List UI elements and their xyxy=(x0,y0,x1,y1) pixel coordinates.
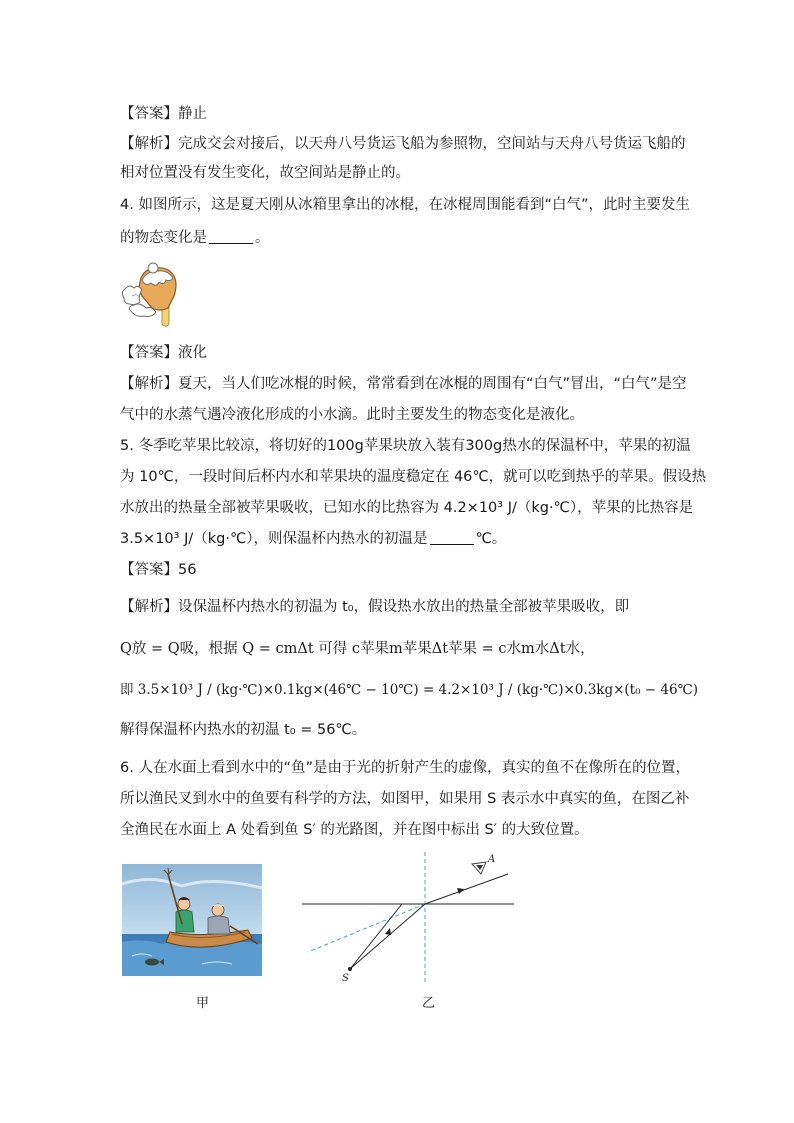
q6-stem-line2: 所以渔民叉到水中的鱼要有科学的方法，如图甲，如果用 S 表示水中真实的鱼，在图乙补 xyxy=(120,791,690,807)
answer-blank xyxy=(209,229,253,244)
analysis-tag: 【解析】 xyxy=(120,376,178,392)
q5-stem-post: ℃。 xyxy=(475,531,507,547)
answer-text: 液化 xyxy=(178,345,207,361)
caption-jia: 甲 xyxy=(196,996,210,1011)
popsicle-illustration xyxy=(118,262,190,328)
caption-yi: 乙 xyxy=(422,996,436,1011)
q4-stem-pre: 的物态变化是 xyxy=(120,230,207,246)
q5-analysis-line4: 解得保温杯内热水的初温 t₀ = 56℃。 xyxy=(120,722,367,738)
q5-analysis-line2: Q放 = Q吸，根据 Q = cmΔt 可得 c苹果m苹果Δt苹果 = c水m水Δt水， xyxy=(120,641,595,657)
analysis-text: 完成交会对接后，以天舟八号货运飞船为参照物，空间站与天舟八号货运飞船的 xyxy=(178,136,686,152)
q3-analysis-line1 xyxy=(120,134,686,154)
analysis-text: 夏天，当人们吃冰棍的时候，常常看到在冰棍的周围有“白气”冒出，“白气”是空 xyxy=(178,376,687,392)
label-a: A xyxy=(488,854,496,865)
answer-text: 静止 xyxy=(178,106,207,122)
answer-tag: 【答案】 xyxy=(120,562,178,578)
q4-stem-line2 xyxy=(120,228,680,248)
q4-stem-post: 。 xyxy=(255,230,270,246)
q4-analysis-line2: 气中的水蒸气遇冷液化形成的小水滴。此时主要发生的物态变化是液化。 xyxy=(120,407,584,423)
fish-point-s xyxy=(348,967,352,971)
q3-answer xyxy=(120,104,680,124)
figure-yi-ray-diagram xyxy=(298,852,520,984)
q5-analysis-equation: 即 3.5×10³ J / (kg·℃)×0.1kg×(46℃ − 10℃) = 4.2×10³ J / (kg·℃)×0.3kg×(t₀ − 46℃) xyxy=(120,682,698,698)
q4-analysis-line1 xyxy=(120,374,687,394)
q6-stem-line3: 全渔民在水面上 A 处看到鱼 S′ 的光路图，并在图中标出 S′ 的大致位置。 xyxy=(120,822,589,838)
q5-analysis-line1 xyxy=(120,597,680,617)
q5-stem-line1: 5. 冬季吃苹果比较凉，将切好的100g苹果块放入装有300g热水的保温杯中，苹果的初温 xyxy=(120,438,691,454)
ray-arrow xyxy=(457,888,464,894)
q4-answer xyxy=(120,343,680,363)
q6-stem-line1: 6. 人在水面上看到水中的“鱼”是由于光的折射产生的虚像，真实的鱼不在像所在的位置， xyxy=(120,760,690,776)
answer-text: 56 xyxy=(178,562,197,578)
answer-tag: 【答案】 xyxy=(120,345,178,361)
ray-arrow xyxy=(385,928,391,935)
answer-tag: 【答案】 xyxy=(120,106,178,122)
q5-stem-line4 xyxy=(120,529,680,549)
refracted-ray xyxy=(425,874,508,904)
second-ray xyxy=(350,904,402,969)
q5-stem-line2: 为 10℃，一段时间后杯内水和苹果块的温度稳定在 46℃，就可以吃到热乎的苹果。假设热 xyxy=(120,469,707,485)
analysis-tag: 【解析】 xyxy=(120,599,178,615)
answer-blank xyxy=(430,530,474,545)
q3-analysis-line2: 相对位置没有发生变化，故空间站是静止的。 xyxy=(120,165,410,181)
virtual-ray-line xyxy=(308,904,425,952)
q5-answer xyxy=(120,560,680,580)
analysis-text: 设保温杯内热水的初温为 t₀，假设热水放出的热量全部被苹果吸收，即 xyxy=(178,599,630,615)
q5-stem-line3: 水放出的热量全部被苹果吸收，已知水的比热容为 4.2×10³ J/（kg·℃），苹果的比热容是 xyxy=(120,500,694,516)
analysis-tag: 【解析】 xyxy=(120,136,178,152)
incident-ray xyxy=(350,904,425,969)
q4-stem-line1: 4. 如图所示，这是夏天刚从冰箱里拿出的冰棍，在冰棍周围能看到“白气”，此时主要发生 xyxy=(120,197,690,213)
figure-jia-fisherman xyxy=(122,864,262,976)
label-s: S xyxy=(342,973,349,984)
q5-stem-pre: 3.5×10³ J/（kg·℃），则保温杯内热水的初温是 xyxy=(120,531,428,547)
